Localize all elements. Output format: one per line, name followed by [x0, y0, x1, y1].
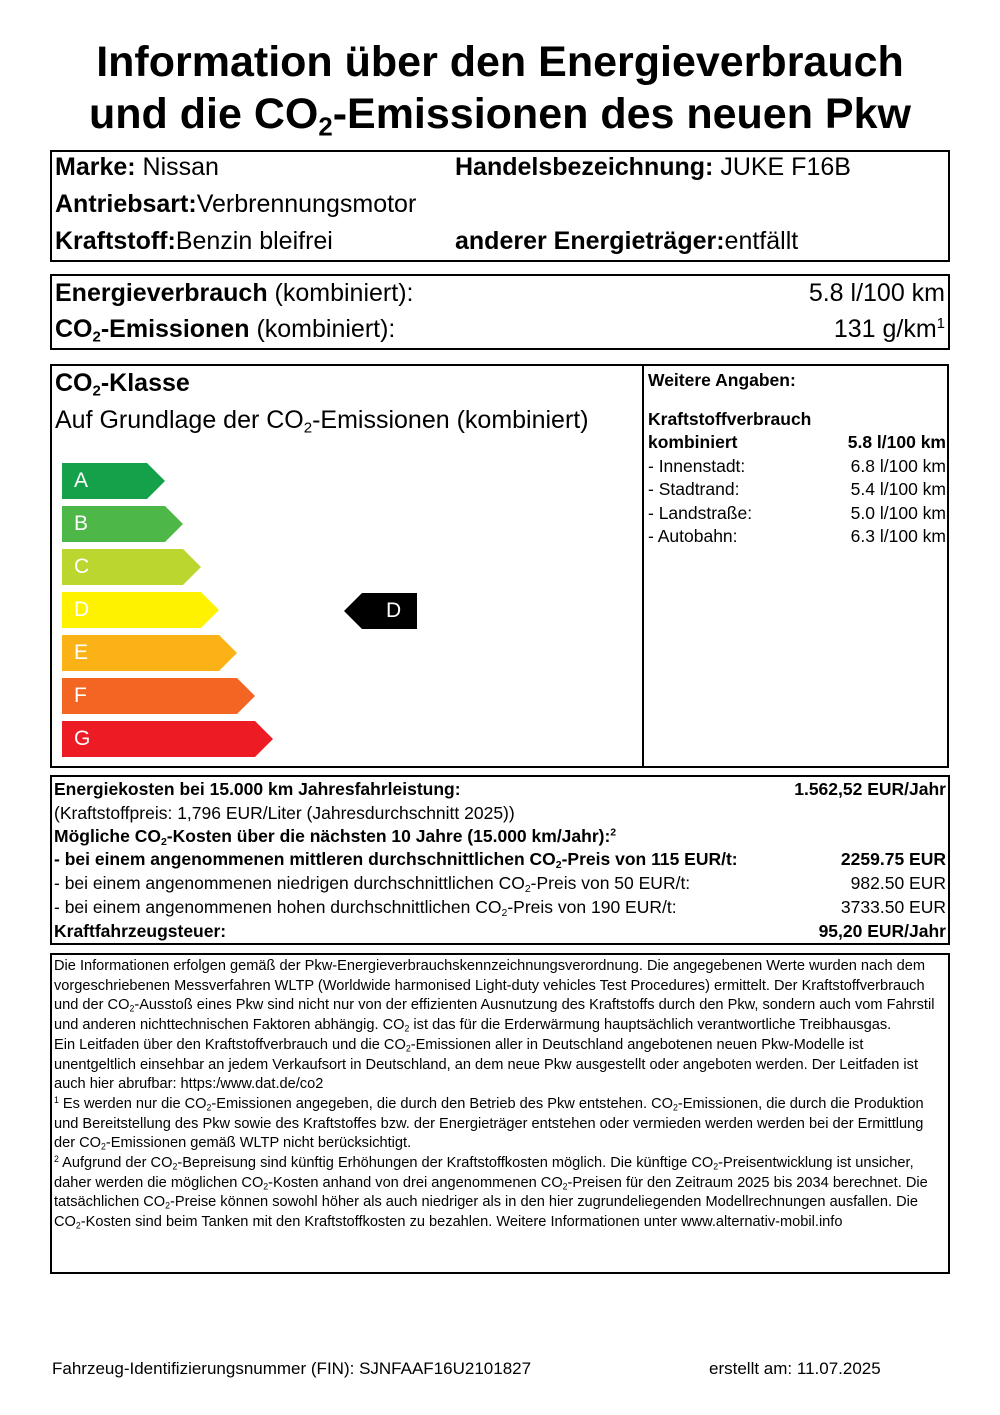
- created-value: 11.07.2025: [796, 1359, 881, 1378]
- fuel-consumption-row: [648, 525, 946, 548]
- drive-value: Verbrennungsmotor: [196, 190, 417, 218]
- co2-cost-low-value: 982.50 EUR: [850, 873, 946, 893]
- energy-consumption-value: 5.8 l/100 km: [808, 279, 945, 307]
- co2-class-c-arrow: [62, 549, 201, 585]
- trade-value: JUKE F16B: [720, 153, 851, 181]
- energy-consumption-paren: (kombiniert):: [274, 279, 414, 307]
- fuel-consumption-label: - Innenstadt:: [648, 455, 746, 476]
- footnote-paragraph-1: Die Informationen erfolgen gemäß der Pkw-Energieverbrauchskennzeichnungsverordnung. Die angegebenen Werte wurden nach dem vorgeschriebenen Messverfahren WLTP (Worldwide harmonised Light-duty vehicles Test Procedures) ermittelt. Der Kraftstoffverbrauch und der $CO_2$-Ausstoß eines Pkw sind nicht nur von der effizienten Ausnutzung des Kraftstoffs durch den Pkw, sondern auch vom Fahrstil und anderen nichttechnischen Faktoren abhängig. $CO_2$ ist das für die Erderwärmung hauptsächlich verantwortliche Treibhausgas.: [54, 958, 935, 1034]
- fuel-consumption-value: 6.8 l/100 km: [850, 455, 946, 476]
- co2-class-heading: $CO_2$-Klasse: [55, 369, 190, 400]
- fuel-consumption-value: 5.4 l/100 km: [850, 479, 946, 499]
- energy-consumption-row: [55, 278, 945, 308]
- footnote-2: $^2$ Aufgrund der $CO_2$-Bepreisung sind künftig Erhöhungen der Kraftstoffkosten möglich. Die künftige $CO_2$-Preisentwicklung ist unsicher, daher werden die möglichen $CO_2$-Kosten anhand von drei angenommenen $CO_2$-Preisen für den Zeitraum 2025 bis 2034 berechnet. Die tatsächlichen $CO_2$-Preise können sowohl höher als auch niedriger als in den hier zugrundeliegenden Modellrechnungen ausfallen. Die $CO_2$-Kosten sind beim Tanken mit den Kraftstoffkosten zu bezahlen. Weitere Informationen unter www.alternativ-mobil.info: [54, 1153, 928, 1231]
- title-line-2: und die $CO_2$-Emissionen des neuen Pkw: [89, 90, 911, 142]
- brand-label: Marke:: [55, 153, 136, 181]
- vehicle-tax-value: 95,20 EUR/Jahr: [818, 921, 946, 941]
- brand-value: Nissan: [142, 153, 219, 181]
- fuel-consumption-row: [648, 478, 946, 501]
- co2-class-letter: B: [74, 512, 89, 535]
- energy-consumption-label: Energieverbrauch: [55, 279, 268, 307]
- fuel-consumption-row: [648, 502, 946, 525]
- title-line-1: Information über den Energieverbrauch: [96, 38, 904, 86]
- co2-class-letter: C: [74, 555, 90, 578]
- fuel-label: Kraftstoff:: [55, 227, 176, 255]
- fuel-consumption-value: 6.3 l/100 km: [850, 526, 946, 546]
- vehicle-tax-label: Kraftfahrzeugsteuer:: [54, 921, 227, 941]
- fuel-consumption-label: - Stadtrand:: [648, 479, 740, 499]
- co2-cost-high-row: [54, 896, 946, 920]
- co2-cost-high-label: - bei einem angenommenen hohen durchschnittlichen $CO_2$-Preis von 190 EUR/t:: [54, 897, 677, 920]
- created-date: [709, 1358, 881, 1380]
- current-class-arrow: [344, 593, 417, 629]
- co2-emissions-row: [55, 314, 945, 344]
- other-energy-label: anderer Energieträger:: [455, 227, 725, 255]
- footnote-paragraph-2: Ein Leitfaden über den Kraftstoffverbrauch und die $CO_2$-Emissionen aller in Deutschland angebotenen neuen Pkw-Modelle ist unentgeltlich einsehbar an jedem Verkaufsort in Deutschland, an dem neue Pkw ausgestellt oder angeboten werden. Der Leitfaden ist auch hier abrufbar: https:/www.dat.de/co2: [54, 1036, 919, 1093]
- fuel-consumption-row: [648, 431, 946, 454]
- co2-class-f-arrow: [62, 678, 255, 714]
- co2-class-letter: D: [74, 598, 90, 621]
- co2-class-a-arrow: [62, 463, 165, 499]
- page-title: [0, 36, 1000, 140]
- co2-cost-mid-label: - bei einem angenommenen mittleren durchschnittlichen $CO_2$-Preis von 115 EUR/t:: [54, 849, 738, 872]
- co2-cost-mid-value: 2259.75 EUR: [840, 849, 946, 869]
- co2-class-letter: E: [74, 641, 89, 664]
- other-energy-row: [455, 226, 798, 256]
- co2-cost-low-row: [54, 872, 946, 896]
- brand-row: [55, 152, 219, 182]
- co2-class-letter: G: [74, 727, 91, 750]
- other-energy-value: entfällt: [724, 227, 799, 255]
- fin-label: Fahrzeug-Identifizierungsnummer (FIN):: [52, 1359, 355, 1378]
- footer: [52, 1358, 952, 1380]
- fuel-consumption-label: - Autobahn:: [648, 526, 738, 546]
- fuel-consumption-value: 5.0 l/100 km: [850, 502, 946, 523]
- drive-label: Antriebsart:: [55, 190, 197, 218]
- current-class-letter: D: [386, 599, 402, 622]
- fuel-price-note: (Kraftstoffpreis: 1,796 EUR/Liter (Jahresdurchschnitt 2025)): [54, 803, 515, 823]
- co2-cost-mid-row: [54, 848, 946, 872]
- further-heading: Weitere Angaben:: [648, 370, 796, 390]
- footnote-1: $^1$ Es werden nur die $CO_2$-Emissionen angegeben, die durch den Betrieb des Pkw entstehen. $CO_2$-Emissionen, die durch die Produktion und Bereitstellung des Pkw sowie des Kraftstoffes bzw. der Energieträger entstehen oder vermieden werden werden bei der Ermittlung der $CO_2$-Emissionen gemäß WLTP nicht berücksichtigt.: [54, 1094, 924, 1152]
- trade-label: Handelsbezeichnung:: [455, 153, 714, 181]
- energy-costs-value: 1.562,52 EUR/Jahr: [794, 779, 946, 799]
- footnotes: [54, 957, 946, 1233]
- co2-cost-high-value: 3733.50 EUR: [840, 897, 946, 917]
- fuel-consumption-value: 5.8 l/100 km: [847, 432, 946, 452]
- co2-class-e-arrow: [62, 635, 237, 671]
- vehicle-tax-row: [54, 920, 946, 944]
- energy-costs-label: Energiekosten bei 15.000 km Jahresfahrleistung:: [54, 779, 461, 799]
- co2-emissions-paren: (kombiniert):: [256, 315, 396, 343]
- fuel-consumption-label: - Landstraße:: [648, 502, 753, 523]
- fin-value: SJNFAAF16U2101827: [359, 1359, 532, 1378]
- current-class-marker: [344, 593, 417, 629]
- fuel-consumption-row: [648, 455, 946, 478]
- co2-class-b-arrow: [62, 506, 183, 542]
- drive-row: [55, 189, 416, 219]
- trade-row: [455, 152, 851, 182]
- co2-costs-heading: Mögliche $CO_2$-Kosten über die nächsten 10 Jahre (15.000 km/Jahr):$^2$: [54, 826, 617, 849]
- created-label: erstellt am:: [709, 1359, 793, 1378]
- co2-class-subheading: Auf Grundlage der $CO_2$-Emissionen (kombiniert): [55, 406, 589, 437]
- energy-costs-row: [54, 778, 946, 802]
- fuel-row: [55, 226, 333, 256]
- co2-emissions-value: 131 $g/km^1$: [833, 315, 945, 343]
- co2-emissions-label: $CO_2$-Emissionen: [55, 315, 250, 346]
- co2-class-letter: F: [74, 684, 87, 707]
- fuel-value: Benzin bleifrei: [175, 227, 333, 255]
- fuel-consumption-label: kombiniert: [648, 432, 738, 452]
- fuel-consumption-heading: Kraftstoffverbrauch: [648, 409, 812, 429]
- co2-class-letter: A: [74, 469, 89, 492]
- co2-class-g-arrow: [62, 721, 273, 757]
- co2-class-d-arrow: [62, 592, 219, 628]
- co2-cost-low-label: - bei einem angenommenen niedrigen durchschnittlichen $CO_2$-Preis von 50 EUR/t:: [54, 873, 691, 896]
